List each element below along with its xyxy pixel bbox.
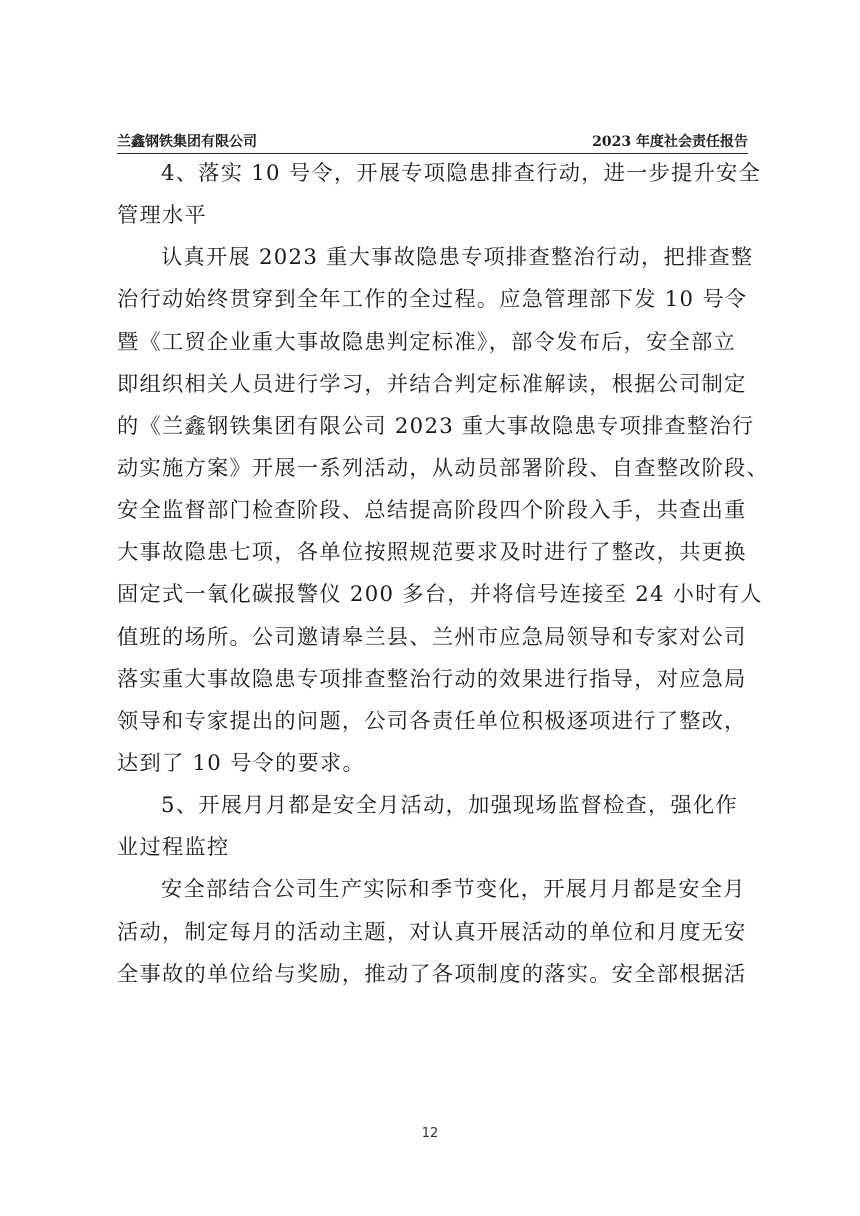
paragraph-line: 即组织相关人员进行学习，并结合判定标准解读，根据公司制定: [117, 370, 747, 396]
paragraph-line: 安全监督部门检查阶段、总结提高阶段四个阶段入手，共查出重: [117, 497, 747, 523]
paragraph-line: 活动，制定每月的活动主题，对认真开展活动的单位和月度无安: [117, 918, 747, 944]
page-number: 12: [421, 1126, 439, 1141]
section-heading-cont: 管理水平: [117, 202, 207, 228]
paragraph-line: 达到了 10 号令的要求。: [117, 749, 366, 775]
paragraph-line: 值班的场所。公司邀请皋兰县、兰州市应急局领导和专家对公司: [117, 623, 747, 649]
paragraph-line: 全事故的单位给与奖励，推动了各项制度的落实。安全部根据活: [117, 960, 747, 986]
paragraph-line: 认真开展 2023 重大事故隐患专项排查整治行动，把排查整: [161, 244, 754, 270]
paragraph-line: 固定式一氧化碳报警仪 200 多台，并将信号连接至 24 小时有人: [117, 581, 763, 607]
header-report-title: 2023 年度社会责任报告: [592, 134, 748, 150]
section-heading-cont: 业过程监控: [117, 834, 230, 860]
paragraph-line: 领导和专家提出的问题，公司各责任单位积极逐项进行了整改，: [117, 707, 747, 733]
paragraph-line: 暨《工贸企业重大事故隐患判定标准》，部令发布后，安全部立: [117, 328, 737, 354]
body-text: [117, 152, 770, 995]
header-company-name: 兰鑫钢铁集团有限公司: [117, 134, 257, 150]
paragraph-line: 落实重大事故隐患专项排查整治行动的效果进行指导，对应急局: [117, 665, 747, 691]
paragraph-line: 安全部结合公司生产实际和季节变化，开展月月都是安全月: [161, 876, 746, 902]
paragraph-line: 动实施方案》开展一系列活动，从动员部署阶段、自查整改阶段、: [117, 454, 770, 480]
page-header: [117, 131, 748, 154]
paragraph-line: 的《兰鑫钢铁集团有限公司 2023 重大事故隐患专项排查整治行: [117, 412, 755, 438]
paragraph-line: 治行动始终贯穿到全年工作的全过程。应急管理部下发 10 号令: [117, 286, 748, 312]
section-heading: 5、开展月月都是安全月活动，加强现场监督检查，强化作: [161, 792, 738, 818]
paragraph-line: 大事故隐患七项，各单位按照规范要求及时进行了整改，共更换: [117, 539, 747, 565]
section-heading: 4、落实 10 号令，开展专项隐患排查行动，进一步提升安全: [161, 160, 762, 185]
